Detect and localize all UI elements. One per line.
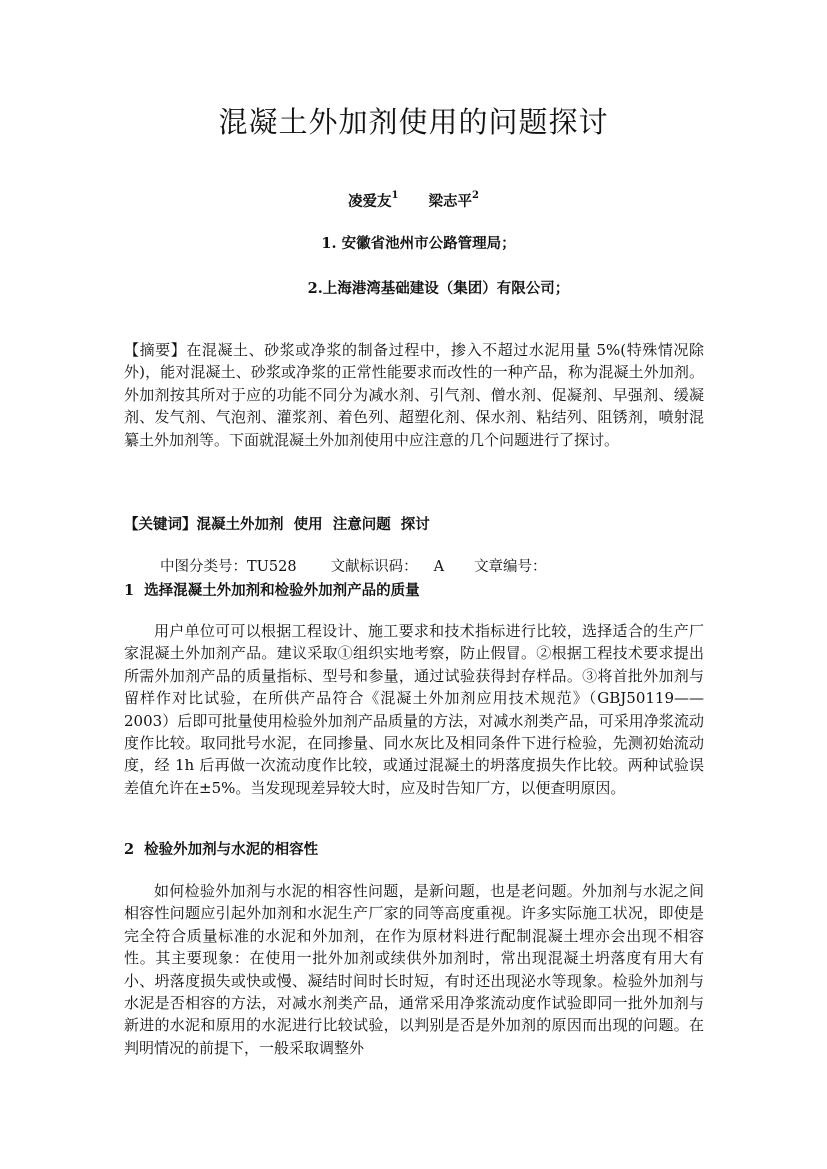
section-heading: 1 选择混凝土外加剂和检验外加剂产品的质量	[124, 582, 420, 599]
keywords-text: 混凝土外加剂 使用 注意问题 探讨	[196, 516, 430, 533]
author-affiliation-mark: 1	[391, 190, 399, 202]
affiliation-1: 1. 安徽省池州市公路管理局；	[321, 235, 516, 252]
keywords-label: 【关键词】	[124, 516, 197, 533]
doc-code-value: A	[433, 559, 445, 575]
abstract	[124, 339, 704, 451]
author-line	[0, 190, 827, 211]
affiliation-2: 2.上海港湾基础建设（集团）有限公司；	[307, 280, 570, 297]
paper-title: 混凝土外加剂使用的问题探讨	[218, 105, 609, 139]
doc-code-label: 文献标识码：	[330, 559, 418, 575]
abstract-text: 在混凝土、砂浆或净浆的制备过程中，掺入不超过水泥用量 5%(特殊情况除外)，能对混凝土、砂浆或净浆的正常性能要求而改性的一种产品，称为混凝土外加剂。外加剂按其所对于应的功能不同分为减水剂、引气剂、僧水剂、促凝剂、早强剂、缓凝剂、发气剂、气泡剂、灌浆剂、着色列、超塑化剂、保水剂、粘结列、阻锈剂，喷射混纂土外加剂等。下面就混凝土外加剂使用中应注意的几个问题进行了探讨。	[124, 341, 704, 449]
class-value: TU528	[247, 559, 297, 575]
section-heading: 2 检验外加剂与水泥的相容性	[124, 841, 319, 858]
section-body: 如何检验外加剂与水泥的相容性问题，是新问题，也是老问题。外加剂与水泥之间相容性问题应引起外加剂和水泥生产厂家的同等高度重视。许多实际施工状况，即使是完全符合质量标准的水泥和外加剂，在作为原材料进行配制混凝土埋亦会出现不相容性。其主要现象：在使用一批外加剂或续供外加剂时，常出现混凝土坍落度有用大有小、坍落度损失或快或慢、凝结时间时长时短，有时还出现泌水等现象。检验外加剂与水泥是否相容的方法，对减水剂类产品，通常采用净浆流动度作试验即同一批外加剂与新进的水泥和原用的水泥进行比较试验，以判别是否是外加剂的原因而出现的问题。在判明情况的前提下，一般采取调整外	[124, 882, 704, 1057]
keywords	[124, 513, 430, 534]
article-number-label: 文章编号：	[474, 559, 547, 575]
abstract-label: 【摘要】	[124, 341, 187, 359]
class-label: 中图分类号：	[160, 559, 247, 575]
author-affiliation-mark: 2	[472, 190, 479, 202]
section-body: 用户单位可可以根据工程设计、施工要求和技术指标进行比较，选择适合的生产厂家混凝土外加剂产品。建议采取①组织实地考察，防止假冒。②根据工程技术要求提出所需外加剂产品的质量指标、型号和参量，通过试验获得封存样品。③将首批外加剂与留样作对比试验，在所供产品符合《混凝土外加剂应用技术规范》（GBJ50119——2003）后即可批量使用检验外加剂产品质量的方法，对减水剂类产品，可采用净浆流动度作比较。取同批号水泥，在同掺量、同水灰比及相同条件下进行检验，先测初始流动度，经 1h 后再做一次流动度作比较，或通过混凝土的坍落度损失作比较。两种试验误差值允许在±5%。当发现现差异较大时，应及时告知厂方，以便查明原因。	[124, 622, 704, 797]
author-name: 梁志平	[428, 193, 472, 210]
classification-line	[160, 555, 547, 576]
author-name: 凌爱友	[348, 193, 392, 210]
